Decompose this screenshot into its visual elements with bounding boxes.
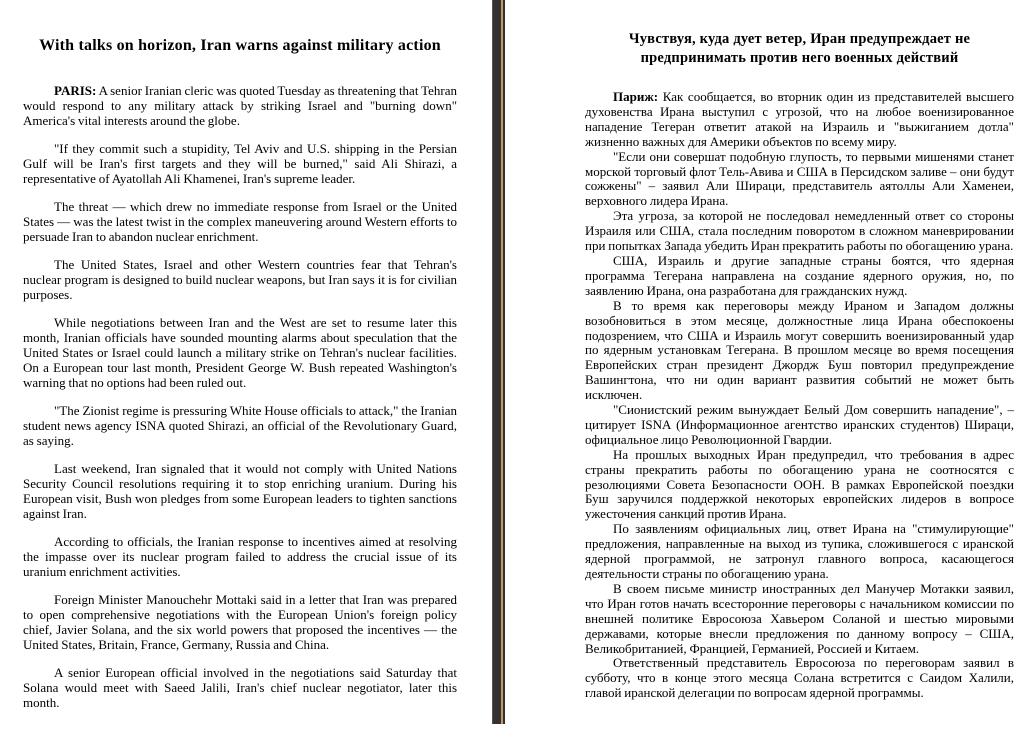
paragraph: The United States, Israel and other Western countries fear that Tehran's nuclear program is designed to build nuclear weapons, but Iran says it is for civilian purposes.	[23, 257, 457, 302]
lead-paragraph-english	[23, 83, 457, 128]
article-title-english: With talks on horizon, Iran warns against military action	[39, 37, 441, 54]
paragraph: According to officials, the Iranian response to incentives aimed at resolving the impasse over its nuclear program failed to address the crucial issue of its uranium enrichment activities.	[23, 534, 457, 579]
paragraph-list-russian	[585, 150, 1014, 702]
paragraph: На прошлых выходных Иран предупредил, что требования в адрес страны прекратить работы по обогащению урана не соотносятся с резолюциями Совета Безопасности ООН. В рамках Европейской поездки Буш заручился поддержкой некоторых европейских лидеров в вопросе ужесточения санкций против Ирана.	[585, 446, 1014, 522]
article-english	[23, 30, 457, 723]
paragraph: "Если они совершат подобную глупость, то первыми мишенями станет морской торговый флот Тель-Авива и США в Персидском заливе – они будут сожжены" – заявил Али Шираци, представитель аятоллы Али Хаменеи, верховного лидера Ирана.	[585, 148, 1014, 209]
paragraph: По заявлениям официальных лиц, ответ Ирана на "стимулирующие" предложения, направленные на выход из тупика, сложившегося с иранской ядерной программой, не затронул главного вопроса, касающегося деятельности страны по обогащению урана.	[585, 521, 1014, 581]
paragraph: США, Израиль и другие западные страны боятся, что ядерная программа Тегерана направлена на создание ядерного оружия, но, по заявлению Ирана, она разработана для гражданских нужд.	[585, 252, 1014, 298]
dateline-russian: Париж:	[613, 89, 659, 104]
lead-text-russian: Как сообщается, во вторник один из представителей высшего духовенства Ирана выступил с угрозой, что на любое военизированное нападение Тегеран ответит атакой на Израиль и "выжиганием дотла" жизненно важных для Америки объектов по всему миру.	[585, 89, 1014, 149]
lead-paragraph-russian	[585, 90, 1014, 150]
paragraph-list-english	[23, 141, 457, 710]
paragraph: Ответственный представитель Евросоюза по переговорам заявил в субботу, что в конце этого месяца Солана встретится с Саидом Халили, главой иранской делегации по вопросам ядерной программы.	[585, 655, 1014, 701]
paragraph: "If they commit such a stupidity, Tel Aviv and U.S. shipping in the Persian Gulf will be Iran's first targets and they will be burned," said Ali Shirazi, a representative of Ayatollah Ali Khamenei, Iran's supreme leader.	[23, 141, 457, 186]
paragraph: The threat — which drew no immediate response from Israel or the United States — was the latest twist in the complex maneuvering around Western efforts to persuade Iran to abandon nuclear enrichment.	[23, 199, 457, 244]
article-title-russian: Чувствуя, куда дует ветер, Иран предупреждает не предпринимать против него военных действий	[628, 31, 971, 66]
divider-right-edge	[503, 0, 505, 724]
paragraph: В то время как переговоры между Ираном и Западом должны возобновиться в этом месяце, должностные лица Ирана обеспокоены подозрением, что США и Израиль могут совершить военизированный удар по ядерным установкам Тегерана. В прошлом месяце во время посещения Европейских стран президент Джордж Буш повторил предупреждение Вашингтона, что ни один вариант развития событий не может быть исключен.	[585, 297, 1014, 403]
paragraph: "Сионистский режим вынуждает Белый Дом совершить нападение", – цитирует ISNA (Информационное агентство иранских студентов) Шираци, официальное лицо Революционной Гвардии.	[585, 402, 1014, 447]
page-spine-divider	[492, 0, 505, 724]
paragraph: Foreign Minister Manouchehr Mottaki said in a letter that Iran was prepared to open comprehensive negotiations with the European Union's foreign policy chief, Javier Solana, and the six world powers that proposed the incentives — the United States, Britain, France, Germany, Russia and China.	[23, 592, 457, 652]
paragraph: A senior European official involved in the negotiations said Saturday that Solana would meet with Saeed Jalili, Iran's chief nuclear negotiator, later this month.	[23, 665, 457, 710]
lead-text-english: A senior Iranian cleric was quoted Tuesday as threatening that Tehran would respond to any military attack by striking Israel and "burning down" America's vital interests around the globe.	[23, 83, 458, 128]
paragraph: While negotiations between Iran and the West are set to resume later this month, Iranian officials have sounded mounting alarms about speculation that the United States or Israel could launch a military strike on Tehran's nuclear facilities. On a European tour last month, President George W. Bush repeated Washington's warning that no options had been ruled out.	[23, 315, 457, 390]
dateline-english: PARIS:	[54, 83, 97, 98]
paragraph: В своем письме министр иностранных дел Манучер Мотакки заявил, что Иран готов начать всесторонние переговоры с начальником комиссии по внешней политике Евросоюза Хавьером Соланой и шестью мировыми державами, которые внесли предложения по данному вопросу – США, Великобританией, Францией, Германией, Россией и Китаем.	[585, 580, 1014, 656]
paragraph: Last weekend, Iran signaled that it would not comply with United Nations Security Council resolutions requiring it to stop enriching uranium. During his European visit, Bush won pledges from some European leaders to tighten sanctions against Iran.	[23, 461, 457, 521]
paragraph: "The Zionist regime is pressuring White House officials to attack," the Iranian student news agency ISNA quoted Shirazi, an official of the Revolutionary Guard, as saying.	[23, 403, 457, 448]
article-russian	[585, 24, 1014, 701]
paragraph: Эта угроза, за которой не последовал немедленный ответ со стороны Израиля или США, стала последним поворотом в сложном маневрировании при попытках Запада убедить Иран прекратить работы по обогащению урана.	[585, 208, 1014, 254]
